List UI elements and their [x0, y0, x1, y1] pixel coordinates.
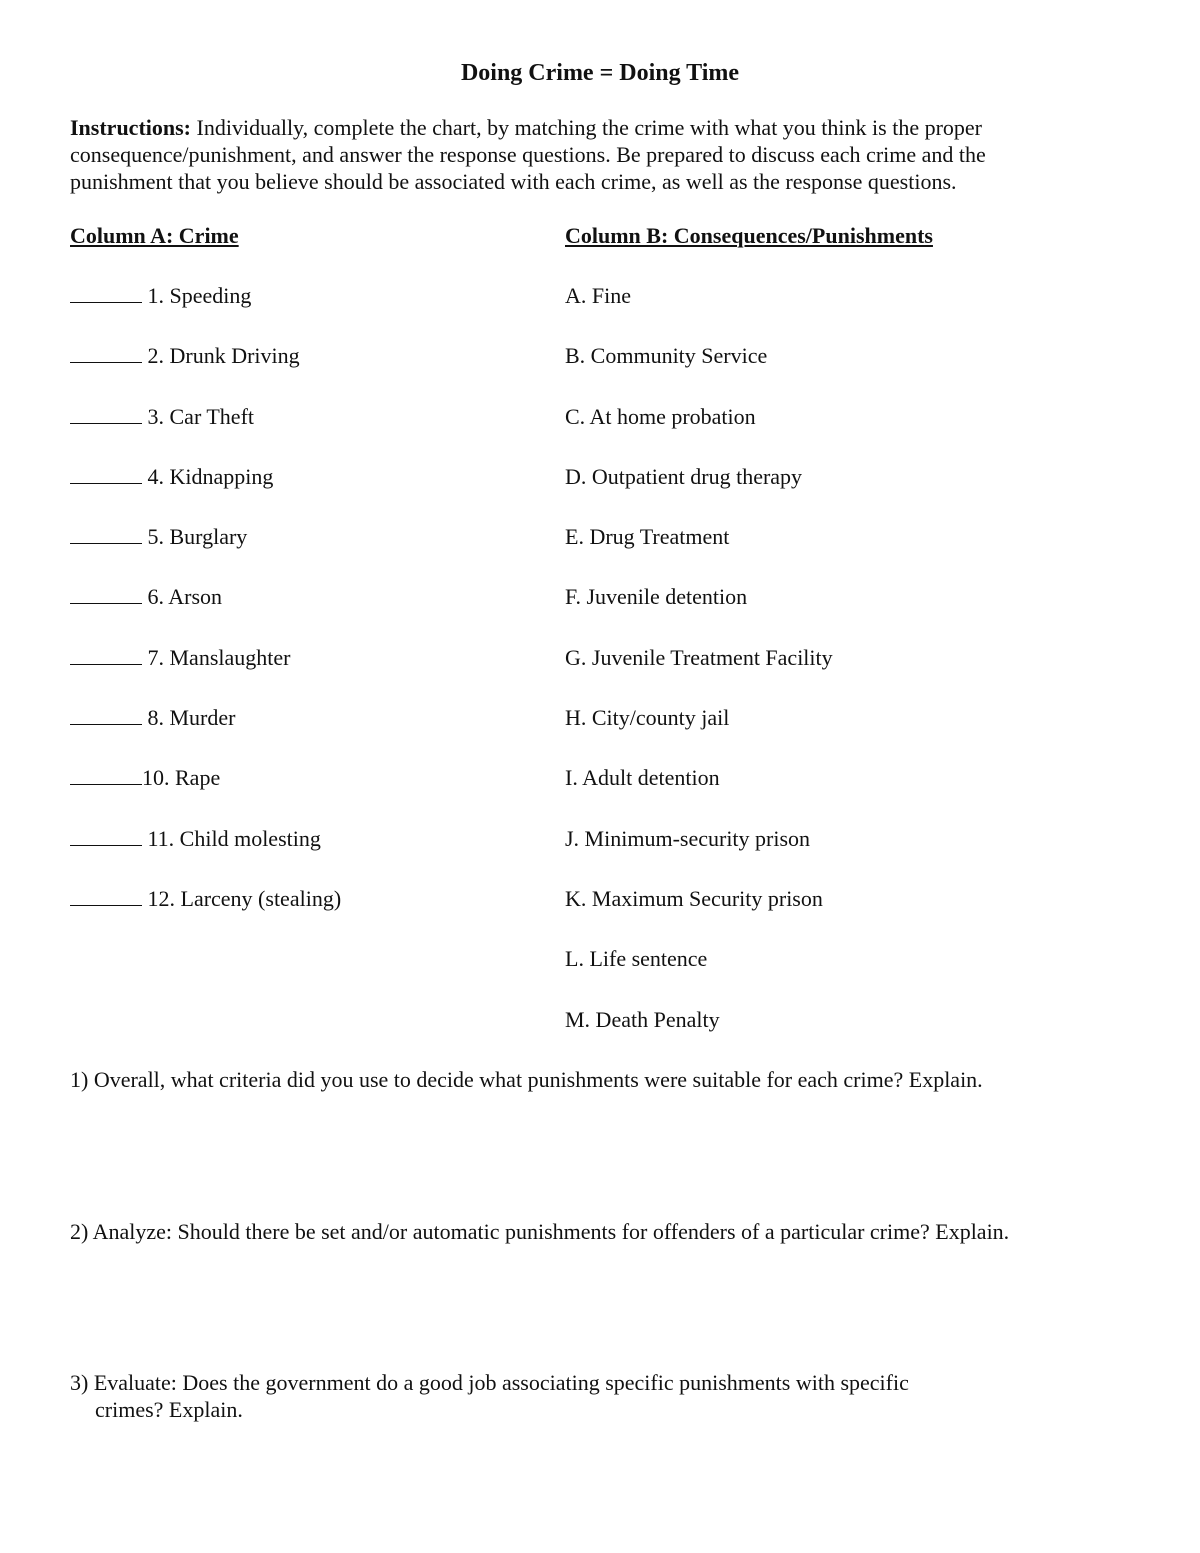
crime-label: 11. Child molesting	[142, 825, 321, 851]
crime-item	[70, 403, 341, 463]
crime-item	[70, 342, 341, 402]
answer-blank[interactable]	[70, 403, 142, 424]
question-1: 1) Overall, what criteria did you use to decide what punishments were suitable for each crime? Explain.	[70, 1067, 983, 1092]
crime-label: 10. Rape	[142, 765, 221, 791]
instructions-label: Instructions:	[70, 115, 192, 140]
crime-label: 12. Larceny (stealing)	[142, 885, 342, 911]
column-a-header: Column A: Crime	[70, 223, 239, 248]
punishment-item: M. Death Penalty	[565, 1006, 720, 1032]
punishment-item: E. Drug Treatment	[565, 524, 730, 550]
question-3-line-2: crimes? Explain.	[95, 1397, 243, 1422]
punishment-item: A. Fine	[565, 283, 631, 308]
punishment-item: J. Minimum-security prison	[565, 825, 811, 851]
crime-item	[70, 764, 341, 824]
answer-blank[interactable]	[70, 463, 142, 484]
punishment-item: G. Juvenile Treatment Facility	[565, 644, 833, 670]
crime-item	[70, 463, 341, 523]
instructions-text: Individually, complete the chart, by matching the crime with what you think is the proper consequence/punishment, and answer the response questions. Be prepared to discuss each crime and the punishment that you believe should be associated with each crime, as well as the response questions.	[70, 115, 986, 194]
crime-item	[70, 885, 341, 945]
crime-item	[70, 282, 341, 342]
punishment-item: C. At home probation	[565, 403, 756, 429]
punishment-item: I. Adult detention	[565, 765, 720, 791]
crime-label: 1. Speeding	[142, 283, 252, 308]
punishment-item: D. Outpatient drug therapy	[565, 463, 803, 489]
crime-item	[70, 704, 341, 764]
answer-blank[interactable]	[70, 825, 142, 846]
answer-blank[interactable]	[70, 704, 142, 725]
answer-blank[interactable]	[70, 885, 142, 906]
answer-blank[interactable]	[70, 342, 142, 363]
crime-item	[70, 583, 341, 643]
crime-list	[70, 282, 341, 945]
instructions	[70, 114, 1090, 195]
answer-blank[interactable]	[70, 583, 142, 604]
crime-label: 6. Arson	[142, 584, 223, 610]
answer-blank[interactable]	[70, 282, 142, 303]
question-3-line-1: 3) Evaluate: Does the government do a good job associating specific punishments with specific	[70, 1370, 909, 1395]
crime-label: 7. Manslaughter	[142, 644, 291, 670]
punishment-list	[565, 282, 833, 1066]
crime-label: 8. Murder	[142, 705, 236, 731]
answer-blank[interactable]	[70, 523, 142, 544]
punishment-item: K. Maximum Security prison	[565, 885, 823, 911]
answer-blank[interactable]	[70, 644, 142, 665]
question-3	[70, 1369, 990, 1423]
crime-label: 2. Drunk Driving	[142, 343, 300, 369]
page-title: Doing Crime = Doing Time	[460, 60, 740, 86]
column-b-header: Column B: Consequences/Punishments	[565, 223, 933, 248]
question-2: 2) Analyze: Should there be set and/or automatic punishments for offenders of a particular crime? Explain.	[70, 1219, 1010, 1244]
crime-item	[70, 644, 341, 704]
crime-label: 5. Burglary	[142, 524, 248, 550]
crime-item	[70, 825, 341, 885]
crime-label: 4. Kidnapping	[142, 463, 274, 489]
crime-item	[70, 523, 341, 583]
punishment-item: H. City/county jail	[565, 705, 730, 731]
punishment-item: B. Community Service	[565, 343, 768, 369]
punishment-item: L. Life sentence	[565, 946, 708, 972]
answer-blank[interactable]	[70, 764, 142, 785]
punishment-item: F. Juvenile detention	[565, 584, 748, 610]
crime-label: 3. Car Theft	[142, 403, 255, 429]
